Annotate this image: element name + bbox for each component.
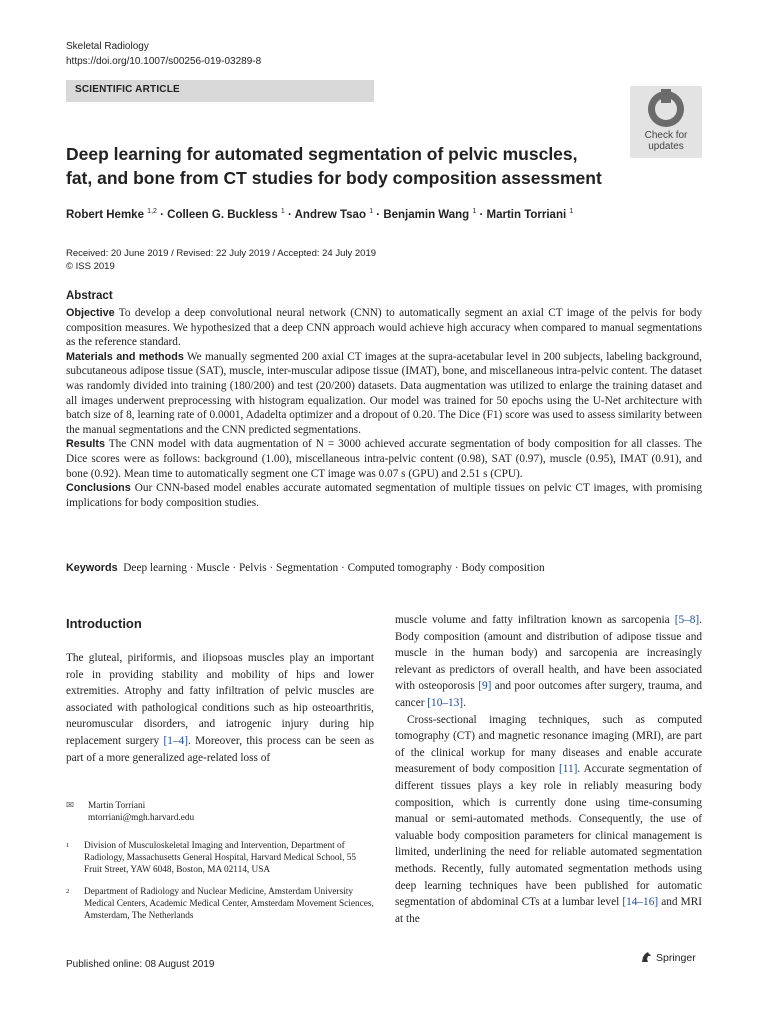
keywords-text: Deep learning · Muscle · Pelvis · Segmentation · Computed tomography · Body composition [123,562,545,574]
check-for-updates-badge[interactable] [630,86,702,158]
author-list: Robert Hemke $^{1,2}$ · Colleen G. Buckless $^1$ · Andrew Tsao $^1$ · Benjamin Wang $^1$ · Martin Torriani $^1$ [66,208,574,221]
intro-right-column [395,612,702,927]
affiliation-1: 1 Division of Musculoskeletal Imaging and Intervention, Department of Radiology, Massachusetts General Hospital, Harvard Medical School, 55 Fruit Street, YAW 6048, Boston, MA 02114, USA [66,841,357,875]
springer-horse-icon [640,951,652,963]
crossmark-icon [648,91,684,127]
intro-paragraph: muscle volume and fatty infiltration known as sarcopenia [5–8]. Body composition (amount and distribution of adipose tissue and muscle in the human body) and sarcopenia are increasingly relevant as predictors of overall health, and have been associated with osteoporosis [9] and poor outcomes after surgery, trauma, and cancer [10–13]. [395,614,702,709]
intro-paragraph: The gluteal, piriformis, and iliopsoas muscles play an important role in providing stability and mobility of hips and lower extremities. Atrophy and fatty infiltration of pelvic muscles are associated with pathological conditions such as hip osteoarthritis, neuromuscular disorders, and iatrogenic injury during hip replacement surgery [1–4]. Moreover, this process can be seen as part of a more generalized age-related loss of [66,652,374,764]
copyright-line: © ISS 2019 [66,261,115,272]
intro-left-column [66,650,374,766]
citation-link[interactable]: [1–4] [163,734,188,747]
citation-link[interactable]: [11] [559,763,578,776]
introduction-heading: Introduction [66,616,142,631]
article-type-label: SCIENTIFIC ARTICLE [75,84,180,95]
correspondence [66,800,194,824]
citation-link[interactable]: [9] [478,680,492,693]
corresponding-email[interactable]: mtorriani@mgh.harvard.edu [88,813,195,823]
envelope-icon: ✉ [66,801,74,811]
abstract-results: Results The CNN model with data augmentation of N = 3000 achieved accurate segmentation of body composition for all classes. The Dice scores were as follows: background (1.00), miscellaneous intra-pelvic content (0.98), SAT (0.97), muscle (0.95), IMAT (0.91), and bone (0.92). Mean time to automatically segment one CT image was 0.07 s (GPU) and 2.51 s (CPU). [66,438,702,480]
citation-link[interactable]: [5–8] [674,614,700,626]
abstract-objective: Objective To develop a deep convolutional neural network (CNN) to automatically segment an axial CT image of the pelvis for body composition measures. We hypothesized that a deep CNN approach would achieve high accuracy when compared to manual segmentations as the reference standard. [66,307,703,349]
check-for-updates-label: Check for updates [644,130,688,152]
keywords-label: Keywords [66,562,118,574]
abstract-methods: Materials and methods We manually segmented 200 axial CT images at the supra-acetabular level in 200 subjects, labeling background, subcutaneous adipose tissue (SAT), muscle, inter-muscular adipose tissue (IMAT), bone, and miscellaneous intra-pelvic content. The dataset was randomly divided into training (180/200) and test (20/200) datasets. Data augmentation was utilized to enlarge the training dataset and all images underwent preprocessing with histogram equalization. Our model was trained for 50 epochs using the U-Net architecture with batch size of 8, learning rate of 0.0001, Adadelta optimizer and a dropout of 0.20. The Dice (F1) score was used to assess similarity between the manual segmentations and the CNN predicted segmentations. [66,350,703,436]
author[interactable]: Colleen G. Buckless [167,208,278,221]
article-type-banner [66,80,374,102]
received-revised-accepted: Received: 20 June 2019 / Revised: 22 July 2019 / Accepted: 24 July 2019 [66,248,377,259]
journal-name: Skeletal Radiology [66,41,149,52]
doi-link[interactable]: https://doi.org/10.1007/s00256-019-03289-8 [66,56,262,67]
abstract-conclusions: Conclusions Our CNN-based model enables accurate automated segmentation of multiple tissues on pelvic CT images, with promising implications for body composition studies. [66,482,702,509]
publisher-logo [640,951,696,964]
author[interactable]: Robert Hemke [66,208,144,221]
published-online: Published online: 08 August 2019 [66,959,215,970]
corresponding-author: Martin Torriani [88,801,146,811]
history-dates [66,247,376,273]
citation-link[interactable]: [14–16] [622,896,659,909]
affiliation-2: 2 Department of Radiology and Nuclear Medicine, Amsterdam University Medical Centers, Academic Medical Center, Amsterdam Movement Sciences, Amsterdam, The Netherlands [66,887,374,921]
abstract-heading: Abstract [66,290,113,302]
author[interactable]: Martin Torriani [486,208,567,221]
publisher-name: Springer [656,952,696,964]
abstract-body [66,306,702,510]
citation-link[interactable]: [10–13] [427,696,464,709]
keywords-line [66,562,545,574]
intro-paragraph: Cross-sectional imaging techniques, such as computed tomography (CT) and magnetic resonance imaging (MRI), are part of the clinical workup for many diseases and enable accurate measurement of body composition [11]. Accurate segmentation of different tissues plays a key role in reliably measuring body composition, which is currently done using time-consuming manual or semi-automated methods. Consequently, the use of valuable body composition parameters for clinical management is limited, underlining the need for reliable automated segmentation methods. Recently, fully automated segmentation methods using deep learning techniques have been published for automatic segmentation of abdominal CTs at a lumbar level [14–16] and MRI at the [395,713,702,925]
author[interactable]: Andrew Tsao [294,208,366,221]
author[interactable]: Benjamin Wang [383,208,470,221]
paper-title: Deep learning for automated segmentation of pelvic muscles, fat, and bone from CT studies for body composition assessment [66,144,602,188]
